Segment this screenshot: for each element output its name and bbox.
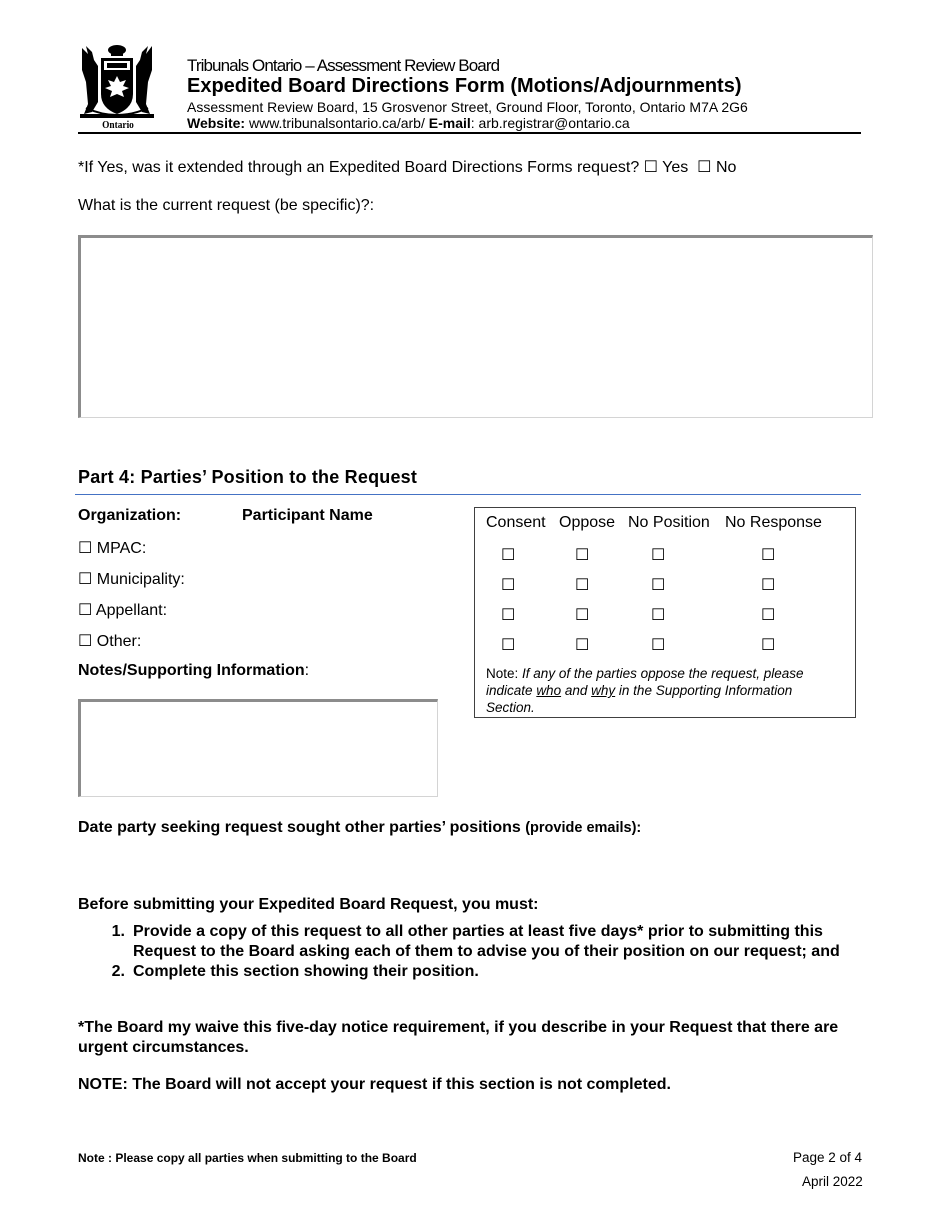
website-label: Website: (187, 115, 246, 131)
party-label: Appellant: (95, 602, 168, 619)
part4-divider (75, 494, 861, 495)
instructions-list (78, 922, 858, 982)
contact-line: Website: www.tribunalsontario.ca/arb/ E-mail: arb.registrar@ontario.ca (187, 115, 630, 131)
position-checkbox[interactable]: ☐ (575, 577, 590, 594)
participant-name-label: Participant Name (242, 507, 373, 524)
column-no-response: No Response (725, 514, 822, 531)
notes-field[interactable] (78, 699, 438, 797)
revision-date: April 2022 (802, 1174, 863, 1189)
date-sought-label (78, 819, 641, 837)
extended-question-text: *If Yes, was it extended through an Expedited Board Directions Forms request? (78, 159, 640, 176)
position-note (486, 665, 831, 716)
position-checkbox[interactable]: ☐ (575, 607, 590, 624)
position-checkbox[interactable]: ☐ (761, 577, 776, 594)
header-divider (78, 132, 861, 134)
website-link[interactable]: www.tribunalsontario.ca/arb/ (248, 115, 425, 131)
note-and: and (564, 683, 588, 698)
part4-heading: Part 4: Parties’ Position to the Request (78, 467, 418, 487)
party-label: MPAC: (96, 540, 147, 557)
party-label: Other: (96, 633, 142, 650)
yes-label: Yes (662, 159, 689, 176)
final-note: NOTE: The Board will not accept your request if this section is not completed. (78, 1076, 671, 1093)
notes-label-line (78, 662, 309, 680)
form-title: Expedited Board Directions Form (Motions/Adjournments) (187, 75, 742, 97)
footer-note: Note : Please copy all parties when submitting to the Board (78, 1151, 417, 1165)
position-checkbox[interactable]: ☐ (651, 577, 666, 594)
column-no-position: No Position (628, 514, 710, 531)
extended-question (78, 157, 736, 177)
position-checkbox[interactable]: ☐ (501, 637, 516, 654)
page-number: Page 2 of 4 (793, 1150, 863, 1165)
position-checkbox[interactable]: ☐ (501, 547, 516, 564)
yes-checkbox[interactable]: ☐ (643, 159, 659, 176)
list-number: 2. (111, 963, 125, 980)
column-oppose: Oppose (559, 514, 616, 531)
list-text: Complete this section showing their position. (133, 963, 479, 980)
list-text: Provide a copy of this request to all other parties at least five days* prior to submitting this Request to the Board asking each of them to advise you of their position on our request; and (133, 923, 840, 960)
position-checkbox[interactable]: ☐ (761, 607, 776, 624)
position-checkbox[interactable]: ☐ (501, 577, 516, 594)
party-row-mpac (78, 538, 146, 558)
position-checkbox[interactable]: ☐ (575, 637, 590, 654)
date-sought-small: (provide emails): (525, 820, 642, 836)
position-checkbox[interactable]: ☐ (761, 637, 776, 654)
party-row-appellant (78, 600, 167, 620)
list-number: 1. (111, 923, 125, 940)
ontario-logo (78, 42, 156, 132)
list-item (78, 922, 858, 962)
party-checkbox[interactable]: ☐ (78, 633, 93, 650)
party-checkbox[interactable]: ☐ (78, 540, 93, 557)
position-checkbox[interactable]: ☐ (651, 607, 666, 624)
notes-colon: : (304, 662, 310, 679)
list-item (78, 962, 858, 982)
position-checkbox[interactable]: ☐ (761, 547, 776, 564)
date-sought-main: Date party seeking request sought other parties’ positions (78, 819, 521, 836)
note-who: who (536, 683, 562, 698)
current-request-field[interactable] (78, 235, 873, 418)
waive-note: *The Board my waive this five-day notice requirement, if you describe in your Request that there are urgent circumstances. (78, 1019, 839, 1056)
note-prefix: Note: (486, 666, 519, 681)
party-checkbox[interactable]: ☐ (78, 602, 93, 619)
position-checkbox[interactable]: ☐ (651, 637, 666, 654)
no-checkbox[interactable]: ☐ (697, 159, 712, 176)
email-link[interactable]: arb.registrar@ontario.ca (478, 115, 630, 131)
board-address: Assessment Review Board, 15 Grosvenor Street, Ground Floor, Toronto, Ontario M7A 2G6 (187, 99, 748, 115)
logo-wordmark: Ontario (102, 119, 134, 131)
note-text-1: If any of the parties oppose the request, please indicate (486, 666, 804, 698)
notes-label: Notes/Supporting Information (78, 662, 305, 679)
party-row-municipality (78, 569, 185, 589)
party-row-other (78, 631, 141, 651)
party-checkbox[interactable]: ☐ (78, 571, 93, 588)
note-why: why (591, 683, 616, 698)
organization-label: Organization: (78, 507, 182, 524)
position-checkbox[interactable]: ☐ (575, 547, 590, 564)
current-request-label: What is the current request (be specific)?: (78, 197, 375, 214)
position-checkbox[interactable]: ☐ (501, 607, 516, 624)
note-text-2: in the Supporting Information Section. (486, 683, 793, 715)
email-label: E-mail (428, 115, 471, 131)
instructions-heading: Before submitting your Expedited Board Request, you must: (78, 896, 539, 913)
column-consent: Consent (486, 514, 546, 531)
no-label: No (715, 159, 737, 176)
position-checkbox[interactable]: ☐ (651, 547, 666, 564)
tribunal-name: Tribunals Ontario – Assessment Review Board (187, 56, 500, 75)
party-label: Municipality: (96, 571, 185, 588)
